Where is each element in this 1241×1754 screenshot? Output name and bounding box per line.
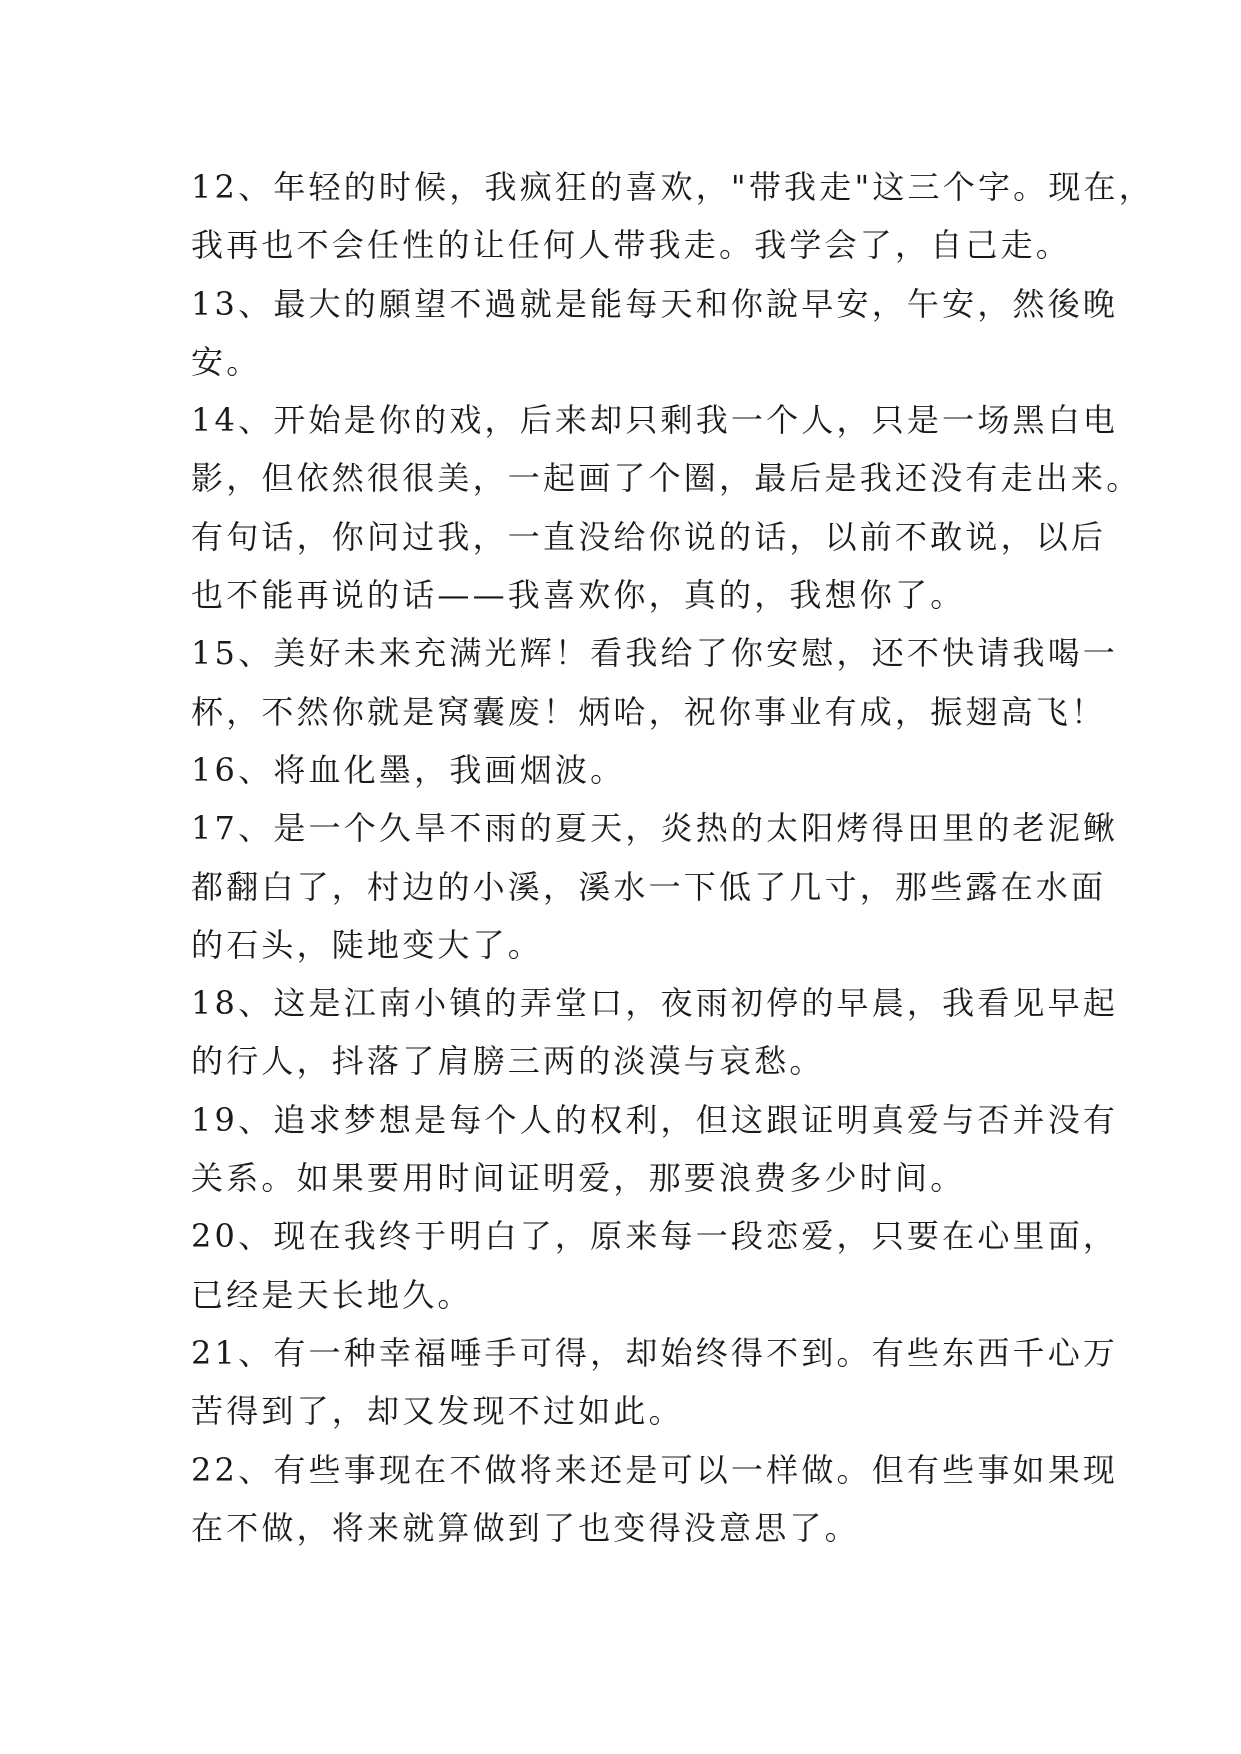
text-line: 有句话，你问过我，一直没给你说的话，以前不敢说，以后	[191, 517, 1107, 556]
text-line: 13、最大的願望不過就是能每天和你說早安，午安，然後晚	[191, 284, 1119, 323]
text-line: 杯，不然你就是窝囊废！炳哈，祝你事业有成，振翅高飞！	[191, 692, 1107, 731]
text-line: 也不能再说的话——我喜欢你，真的，我想你了。	[191, 576, 966, 615]
text-line: 12、年轻的时候，我疯狂的喜欢，"带我走"这三个字。现在，	[191, 168, 1154, 206]
text-line: 已经是天长地久。	[191, 1275, 473, 1314]
text-line: 在不做，将来就算做到了也变得没意思了。	[191, 1508, 860, 1547]
text-line: 的石头，陡地变大了。	[191, 925, 544, 964]
text-line: 17、是一个久旱不雨的夏天，炎热的太阳烤得田里的老泥鳅	[191, 809, 1119, 848]
text-line: 21、有一种幸福唾手可得，却始终得不到。有些东西千心万	[191, 1333, 1119, 1372]
text-line: 苦得到了，却又发现不过如此。	[191, 1392, 684, 1431]
document-body	[191, 158, 1154, 1557]
text-line: 15、美好未来充满光辉！看我给了你安慰，还不快请我喝一	[191, 634, 1119, 673]
text-line: 影，但依然很很美，一起画了个圈，最后是我还没有走出来。	[191, 459, 1142, 498]
text-line: 关系。如果要用时间证明爱，那要浪费多少时间。	[191, 1159, 966, 1198]
text-line: 我再也不会任性的让任何人带我走。我学会了，自己走。	[191, 226, 1072, 265]
text-line: 安。	[191, 342, 262, 381]
text-line: 18、这是江南小镇的弄堂口，夜雨初停的早晨，我看见早起	[191, 984, 1119, 1023]
text-line: 都翻白了，村边的小溪，溪水一下低了几寸，那些露在水面	[191, 867, 1107, 906]
text-line: 19、追求梦想是每个人的权利，但这跟证明真爱与否并没有	[191, 1100, 1119, 1139]
text-line: 16、将血化墨，我画烟波。	[191, 750, 626, 789]
text-line: 22、有些事现在不做将来还是可以一样做。但有些事如果现	[191, 1450, 1119, 1489]
text-line: 14、开始是你的戏，后来却只剩我一个人，只是一场黑白电	[191, 401, 1119, 440]
text-line: 20、现在我终于明白了，原来每一段恋爱，只要在心里面，	[191, 1217, 1119, 1256]
text-line: 的行人，抖落了肩膀三两的淡漠与哀愁。	[191, 1042, 825, 1081]
